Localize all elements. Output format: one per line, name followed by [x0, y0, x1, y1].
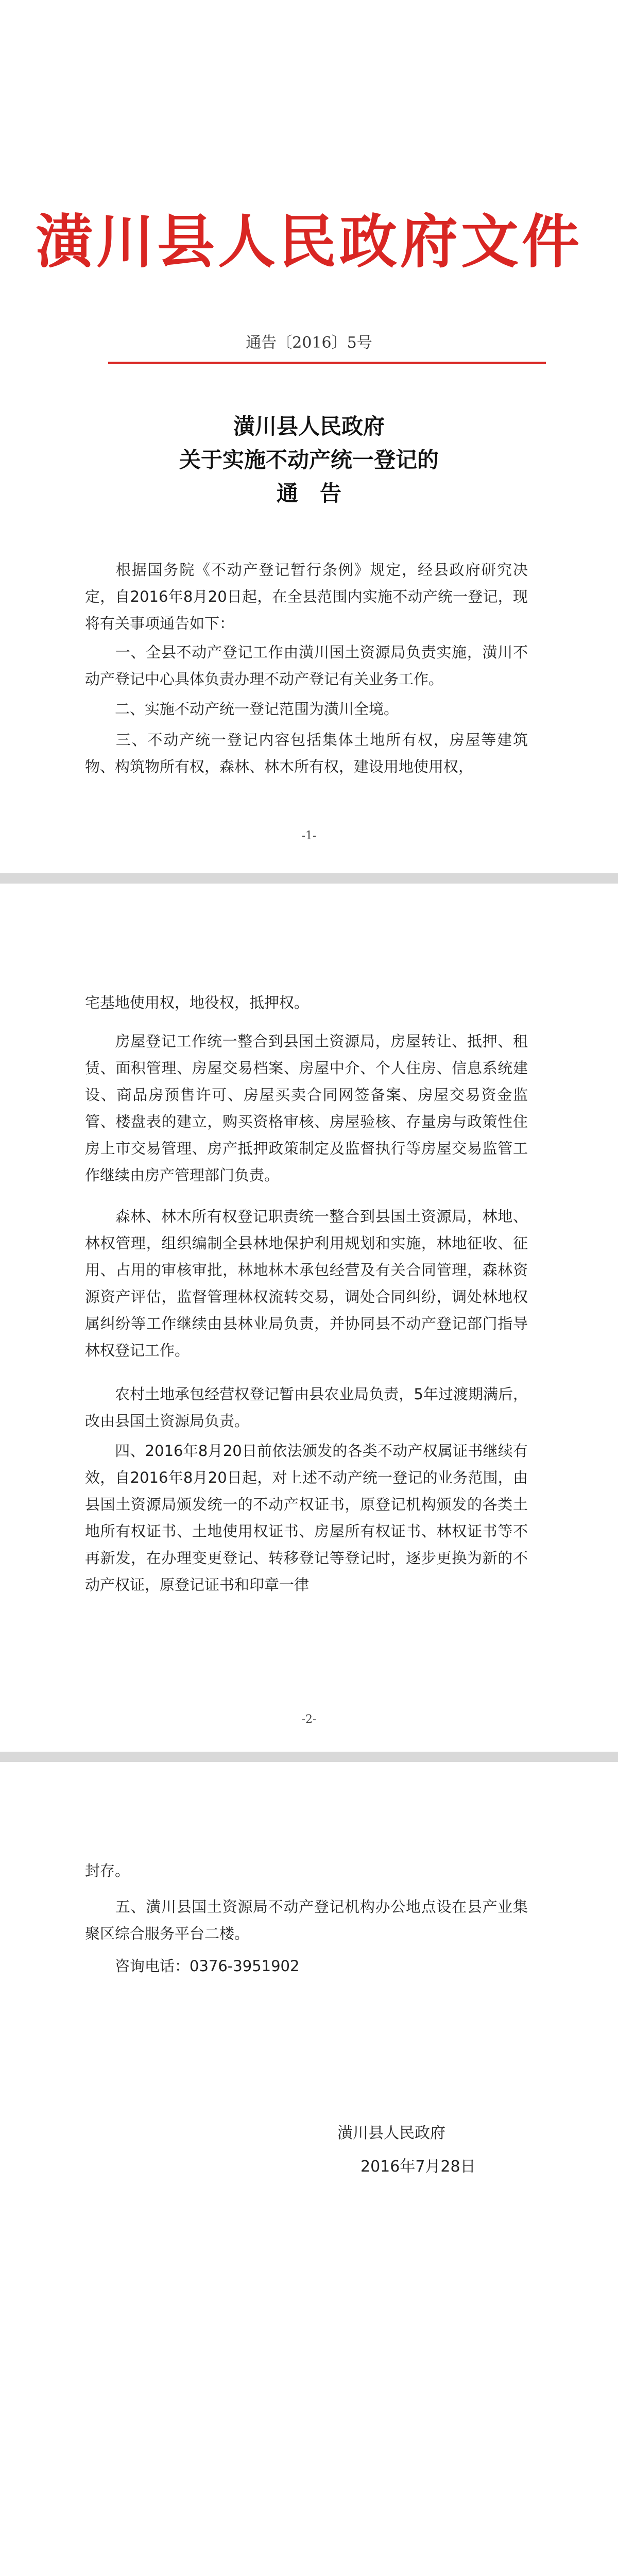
page-number: -1-	[301, 829, 317, 842]
red-separator-line	[108, 362, 546, 364]
title-line-3: 通 告	[276, 481, 341, 506]
paragraph: 五、潢川县国土资源局不动产登记机构办公地点设在县产业集聚区综合服务平台二楼。	[85, 1898, 528, 1942]
signature-issuer: 潢川县人民政府	[337, 2124, 445, 2142]
signature-date: 2016年7月28日	[360, 2158, 476, 2176]
paragraph: 一、全县不动产登记工作由潢川国土资源局负责实施，潢川不动产登记中心具体负责办理不动产登记有关业务工作。	[85, 643, 528, 688]
paragraph: 封存。	[85, 1862, 130, 1879]
paragraph: 宅基地使用权，地役权，抵押权。	[85, 994, 310, 1011]
document-page-3	[0, 1762, 618, 2576]
contact-phone: 咨询电话：0376-3951902	[115, 1957, 300, 1975]
paragraph: 房屋登记工作统一整合到县国土资源局，房屋转让、抵押、租赁、面积管理、房屋交易档案、房屋中介、个人住房、信息系统建设、商品房预售许可、房屋买卖合同网签备案、房屋交易资金监管、楼盘表的建立，购买资格审核、房屋验核、存量房与政策性住房上市交易管理、房产抵押政策制定及监督执行等房屋交易监管工作继续由房产管理部门负责。	[85, 1032, 528, 1184]
title-line-2: 关于实施不动产统一登记的	[179, 447, 439, 472]
paragraph: 二、实施不动产统一登记范围为潢川全境。	[115, 700, 399, 718]
document-page-2	[0, 884, 618, 1752]
paragraph: 根据国务院《不动产登记暂行条例》规定，经县政府研究决定，自2016年8月20日起，在全县范围内实施不动产统一登记，现将有关事项通告如下：	[85, 561, 528, 632]
document-page-1	[0, 0, 618, 873]
title-line-1: 潢川县人民政府	[233, 414, 385, 439]
page-number: -2-	[301, 1713, 317, 1726]
paragraph: 农村土地承包经营权登记暂由县农业局负责，5年过渡期满后，改由县国土资源局负责。	[85, 1385, 528, 1430]
paragraph: 四、2016年8月20日前依法颁发的各类不动产权属证书继续有效，自2016年8月20日起，对上述不动产统一登记的业务范围，由县国土资源局颁发统一的不动产权证书，原登记机构颁发的各类土地所有权证书、土地使用权证书、房屋所有权证书、林权证书等不再新发，在办理变更登记、转移登记等登记时，逐步更换为新的不动产权证，原登记证书和印章一律	[85, 1442, 528, 1594]
document-number: 通告〔2016〕5号	[246, 334, 372, 352]
issuer-banner: 潢川县人民政府文件	[36, 208, 582, 276]
paragraph: 森林、林木所有权登记职责统一整合到县国土资源局，林地、林权管理，组织编制全县林地保护利用规划和实施，林地征收、征用、占用的审核审批，林地林木承包经营及有关合同管理，森林资源资产评估，监督管理林权流转交易，调处合同纠纷，调处林地权属纠纷等工作继续由县林业局负责，并协同县不动产登记部门指导林权登记工作。	[85, 1208, 528, 1359]
paragraph: 三、不动产统一登记内容包括集体土地所有权，房屋等建筑物、构筑物所有权，森林、林木所有权，建设用地使用权，	[85, 731, 528, 775]
